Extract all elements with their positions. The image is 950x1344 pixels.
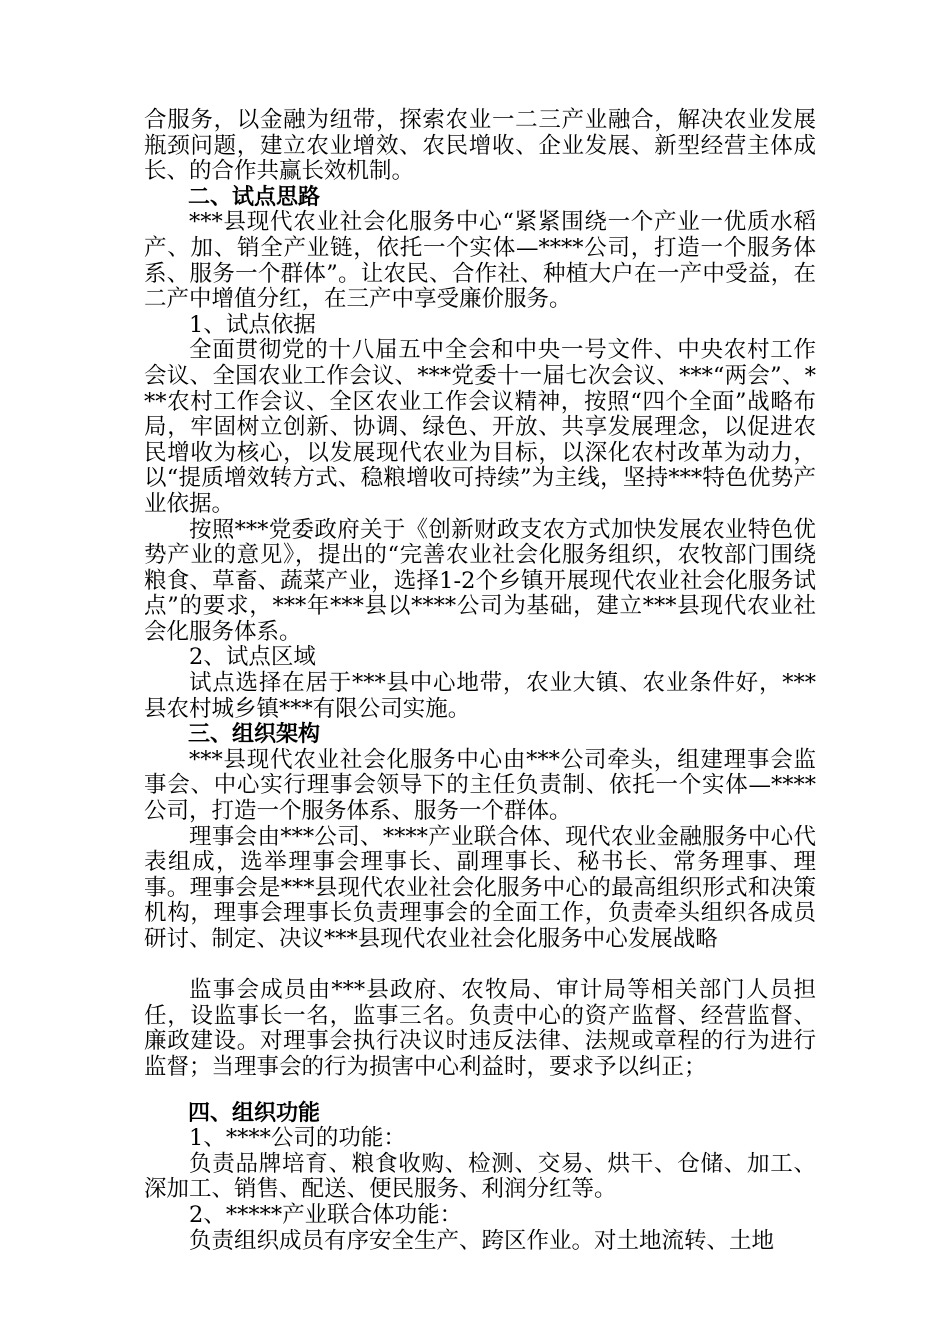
paragraph-pilot-basis: 全面贯彻党的十八届五中全会和中央一号文件、中央农村工作会议、全国农业工作会议、***党委十一届七次会议、***“两会”、***农村工作会议、全区农业工作会议精神，按照“四个全面”战略布局，牢固树立创新、协调、绿色、开放、共享发展理念，以促进农民增收为核心，以发展现代农业为目标，以深化农村改革为动力，以“提质增效转方式、稳粮增收可持续”为主线，坚持***特色优势产业依据。 — [144, 337, 816, 517]
section-heading-organization-structure: 三、组织架构 — [188, 722, 321, 748]
paragraph-organization-structure: ***县现代农业社会化服务中心由***公司牵头，组建理事会监事会、中心实行理事会领导下的主任负责制、依托一个实体—****公司，打造一个服务体系、服务一个群体。 — [144, 746, 816, 825]
subheading-pilot-area: 2、试点区域 — [189, 644, 316, 671]
section-heading-organization-functions: 四、组织功能 — [188, 1100, 321, 1126]
paragraph-policy-requirements: 按照***党委政府关于《创新财政支农方式加快发展农业特色优势产业的意见》，提出的“完善农业社会化服务组织，农牧部门围绕粮食、草畜、蔬菜产业，选择1-2个乡镇开展现代农业社会化服务试点”的要求，***年***县以****公司为基础，建立***县现代农业社会化服务体系。 — [144, 516, 816, 645]
paragraph-pilot-approach: ***县现代农业社会化服务中心“紧紧围绕一个产业一优质水稻产、加、销全产业链，依托一个实体—****公司，打造一个服务体系、服务一个群体”。让农民、合作社、种植大户在一产中受益，在二产中增值分红，在三产中享受廉价服务。 — [144, 209, 816, 313]
subheading-company-functions: 1、****公司的功能： — [189, 1125, 406, 1152]
blank-line — [144, 953, 816, 979]
paragraph-company-functions: 负责品牌培育、粮食收购、检测、交易、烘干、仓储、加工、深加工、销售、配送、便民服务、利润分红等。 — [144, 1150, 816, 1203]
paragraph-intro-continuation: 合服务，以金融为纽带，探索农业一二三产业融合，解决农业发展瓶颈问题，建立农业增效、农民增收、企业发展、新型经营主体成长、的合作共赢长效机制。 — [144, 107, 816, 185]
section-heading-pilot-approach: 二、试点思路 — [188, 184, 321, 210]
subheading-pilot-basis: 1、试点依据 — [189, 311, 316, 338]
paragraph-alliance-functions: 负责组织成员有序安全生产、跨区作业。对土地流转、土地 — [189, 1227, 775, 1254]
paragraph-board-of-directors: 理事会由***公司、****产业联合体、现代农业金融服务中心代表组成，选举理事会理事长、副理事长、秘书长、常务理事、理事。理事会是***县现代农业社会化服务中心的最高组织形式和决策机构，理事会理事长负责理事会的全面工作，负责牵头组织各成员研讨、制定、决议***县现代农业社会化服务中心发展战略 — [144, 823, 816, 952]
paragraph-board-of-supervisors: 监事会成员由***县政府、农牧局、审计局等相关部门人员担任，设监事长一名，监事三名。负责中心的资产监督、经营监督、廉政建设。对理事会执行决议时违反法律、法规或章程的行为进行监督；当理事会的行为损害中心利益时，要求予以纠正； — [144, 977, 816, 1080]
paragraph-pilot-area: 试点选择在居于***县中心地带，农业大镇、农业条件好，***县农村城乡镇***有限公司实施。 — [144, 670, 816, 722]
blank-line — [144, 1081, 816, 1101]
document-page — [144, 108, 816, 1254]
subheading-alliance-functions: 2、*****产业联合体功能： — [189, 1201, 463, 1228]
